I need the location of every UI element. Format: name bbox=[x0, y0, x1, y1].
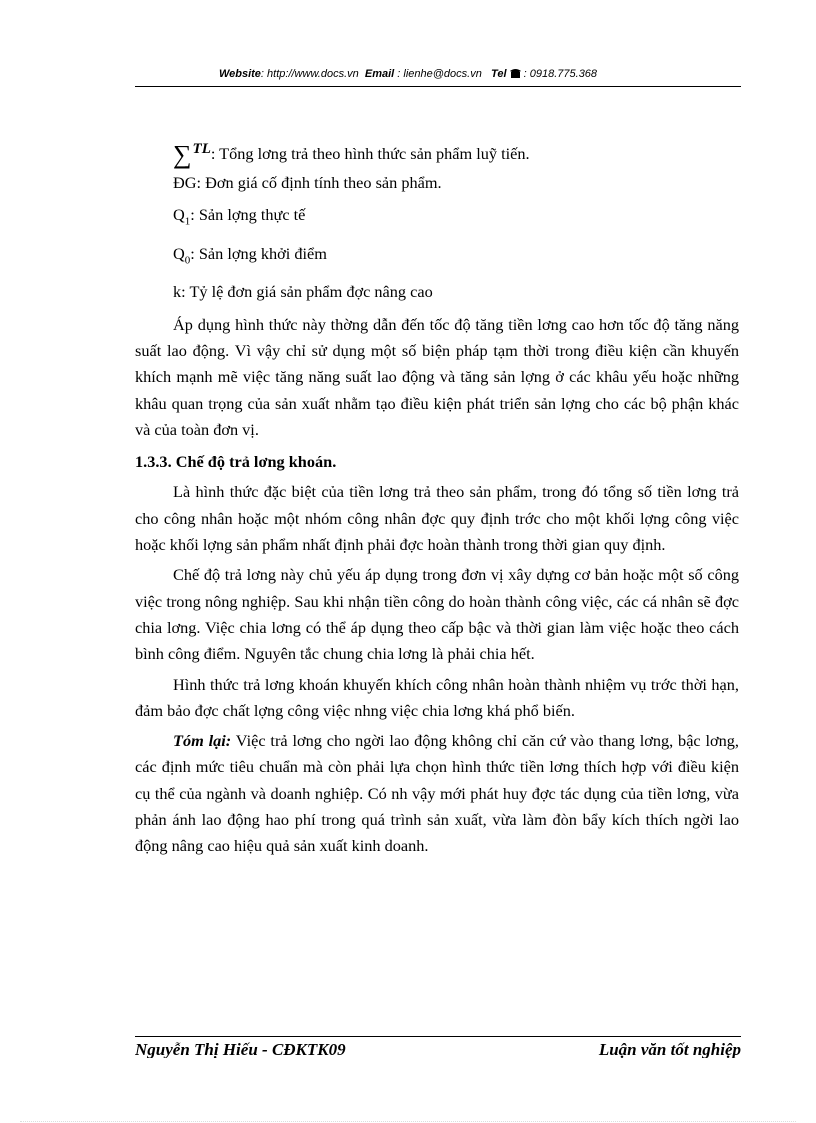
website-label: Website bbox=[218, 68, 261, 80]
paragraph-1: Áp dụng hình thức này thờng dẫn đến tốc độ tăng tiền lơng cao hơn tốc độ tăng năng suất lao động. Vì vậy chỉ sử dụng một số biện pháp tạm thời trong điều kiện cần khuyến khích mạnh mẽ việc tăng năng suất lao động và tăng sản lợng ở các khâu yếu hoặc những khâu quan trọng của sản xuất nhằm tạo điều kiện phát triển sản lợng cho các bộ phận khác và của toàn đơn vị. bbox=[135, 314, 739, 439]
q1-definition bbox=[135, 202, 739, 235]
paragraph-3: Chế độ trả lơng này chủ yếu áp dụng trong đơn vị xây dựng cơ bản hoặc một số công việc trong nông nghiệp. Sau khi nhận tiền công do hoàn thành công việc, các cá nhân sẽ đợc chia lơng. Việc chia lơng có thể áp dụng theo cấp bậc và thời gian làm việc hoặc theo cách bình công điểm. Nguyên tắc chung chia lơng là phải chia hết. bbox=[135, 565, 739, 664]
q0-text: : Sản lợng khởi điểm bbox=[190, 243, 327, 263]
footer-author: Nguyễn Thị Hiếu - CĐKTK09 bbox=[135, 1040, 346, 1058]
email-value: : lienhe@docs.vn bbox=[394, 68, 482, 80]
footer-rule bbox=[135, 1036, 741, 1037]
paragraph-4: Hình thức trả lơng khoán khuyến khích công nhân hoàn thành nhiệm vụ trớc thời hạn, đảm bảo đợc chất lợng công việc nhng việc chia lơng khá phổ biến. bbox=[135, 674, 739, 720]
page-footer bbox=[135, 1040, 741, 1058]
dg-definition: ĐG: Đơn giá cố định tính theo sản phẩm. bbox=[173, 173, 442, 192]
paragraph-2: Là hình thức đặc biệt của tiền lơng trả theo sản phẩm, trong đó tổng số tiền lơng trả cho công nhân hoặc một nhóm công nhân đợc quy định trớc cho một khối lợng công việc hoặc khối lợng sản phẩm nhất định phải đợc hoàn thành trong thời gian quy định. bbox=[135, 482, 739, 555]
q0-prefix: Q bbox=[173, 243, 185, 263]
sum-text: : Tổng lơng trả theo hình thức sản phẩm luỹ tiến. bbox=[210, 144, 530, 163]
summary-text: Việc trả lơng cho ngời lao động không chỉ căn cứ vào thang lơng, bậc lơng, các định mức tiêu chuẩn mà còn phải lựa chọn hình thức tiền lơng thích hợp với điều kiện cụ thể của ngành và doanh nghiệp. Có nh vậy mới phát huy đợc tác dụng của tiền lơng, vừa phản ánh lao động hao phí trong quá trình sản xuất, vừa làm đòn bẩy kích thích ngời lao động nâng cao hiệu quả sản xuất kinh doanh. bbox=[135, 731, 739, 856]
q1-text: : Sản lợng thực tế bbox=[190, 205, 306, 225]
document-body bbox=[135, 136, 739, 860]
q0-subscript: 0 bbox=[184, 254, 191, 267]
paragraph-5 bbox=[135, 728, 739, 859]
tel-label: Tel bbox=[491, 68, 507, 80]
k-definition: k: Tỷ lệ đơn giá sản phẩm đợc nâng cao bbox=[173, 282, 433, 302]
sigma-symbol: ∑ bbox=[173, 140, 192, 169]
sum-variable: TL bbox=[192, 141, 211, 157]
tel-value: : 0918.775.368 bbox=[523, 68, 598, 80]
summary-lead: Tóm lại: bbox=[173, 731, 232, 751]
section-heading: 1.3.3. Chế độ trả lơng khoán. bbox=[135, 452, 337, 472]
sum-definition bbox=[135, 136, 739, 170]
page-header bbox=[0, 68, 816, 80]
q1-prefix: Q bbox=[173, 205, 185, 225]
header-rule bbox=[135, 86, 741, 87]
email-label: Email bbox=[364, 68, 395, 80]
website-value: : http://www.docs.vn bbox=[260, 68, 359, 80]
footer-title: Luận văn tốt nghiệp bbox=[598, 1040, 741, 1058]
q0-definition bbox=[135, 241, 739, 274]
q1-subscript: 1 bbox=[184, 215, 191, 228]
phone-icon bbox=[510, 68, 524, 80]
page-edge bbox=[20, 1121, 796, 1122]
